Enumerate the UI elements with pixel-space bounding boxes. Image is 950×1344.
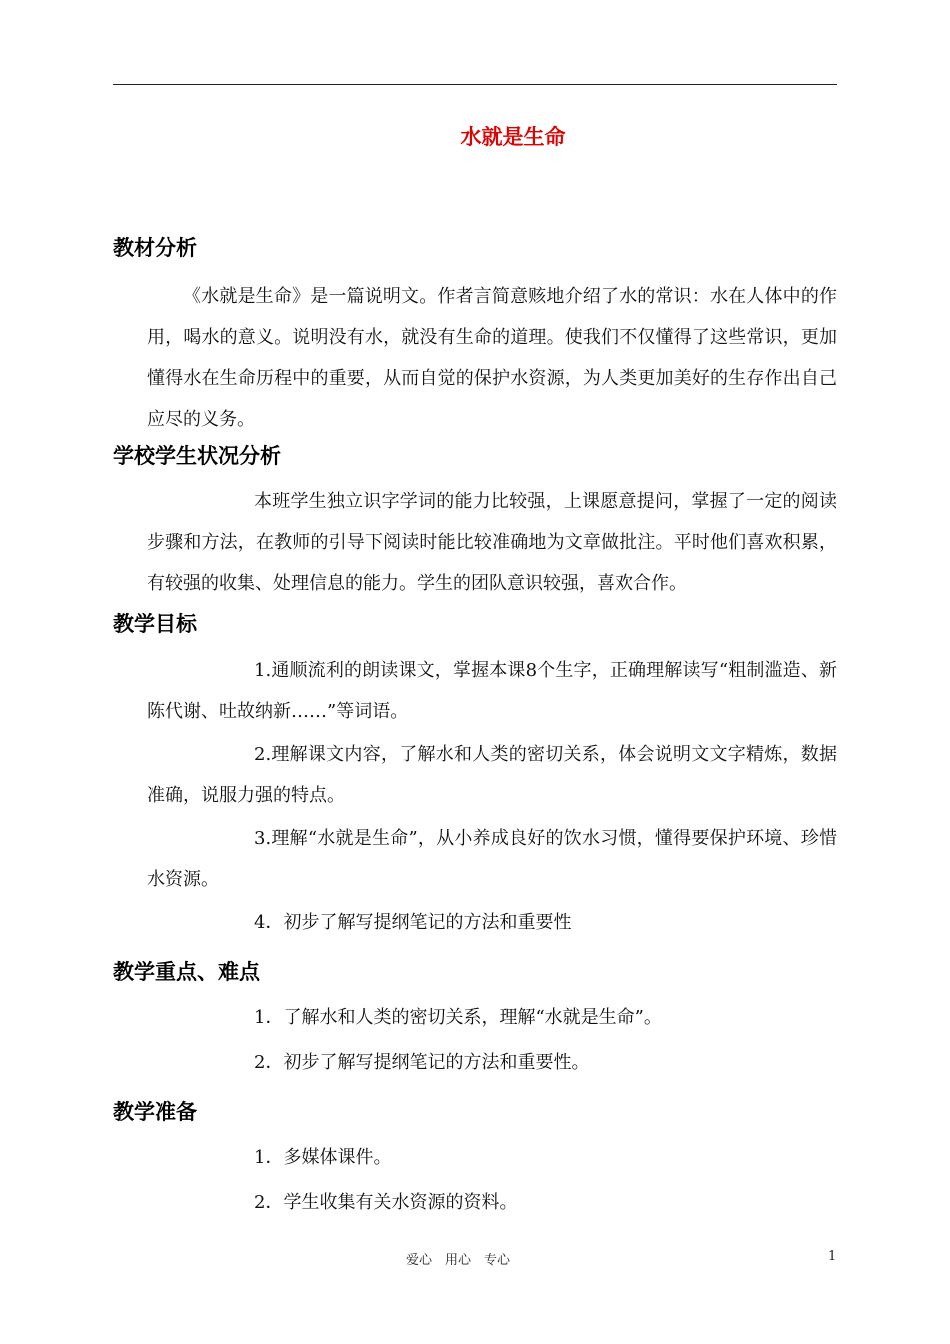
goal-item-3: 3.理解“水就是生命”，从小养成良好的饮水习惯，懂得要保护环境、珍惜水资源。 — [147, 828, 837, 890]
header-rule — [113, 84, 837, 85]
heading-preparation: 教学准备 — [113, 1100, 197, 1124]
students-paragraph: 本班学生独立识字学词的能力比较强，上课愿意提问，掌握了一定的阅读步骤和方法，在教师的引导下阅读时能比较准确地为文章做批注。平时他们喜欢积累，有较强的收集、处理信息的能力。学生的团队意识较强，喜欢合作。 — [147, 491, 837, 594]
heading-key-points: 教学重点、难点 — [113, 960, 260, 984]
heading-student-analysis: 学校学生状况分析 — [113, 444, 281, 468]
heading-textbook-analysis: 教材分析 — [113, 236, 197, 260]
heading-teaching-goals: 教学目标 — [113, 612, 197, 636]
preparation-item-1: 1．多媒体课件。 — [254, 1147, 392, 1168]
document-title: 水就是生命 — [460, 125, 566, 149]
goal-item-1: 1.通顺流利的朗读课文，掌握本课8个生字，正确理解读写“粗制滥造、新陈代谢、吐故纳新……”等词语。 — [147, 660, 837, 722]
key-point-2: 2．初步了解写提纲笔记的方法和重要性。 — [254, 1052, 590, 1073]
goal-item-2: 2.理解课文内容，了解水和人类的密切关系，体会说明文文字精炼，数据准确，说服力强的特点。 — [147, 744, 837, 806]
analysis-paragraph: 《水就是生命》是一篇说明文。作者言简意赅地介绍了水的常识：水在人体中的作用，喝水的意义。说明没有水，就没有生命的道理。使我们不仅懂得了这些常识，更加懂得水在生命历程中的重要，从而自觉的保护水资源，为人类更加美好的生存作出自己应尽的义务。 — [147, 286, 837, 430]
goal-item-4: 4．初步了解写提纲笔记的方法和重要性 — [254, 912, 572, 933]
key-point-1: 1．了解水和人类的密切关系，理解“水就是生命”。 — [254, 1007, 662, 1028]
page-number: 1 — [828, 1249, 837, 1264]
preparation-item-2: 2．学生收集有关水资源的资料。 — [254, 1192, 518, 1213]
footer-motto: 爱心 用心 专心 — [406, 1253, 511, 1268]
